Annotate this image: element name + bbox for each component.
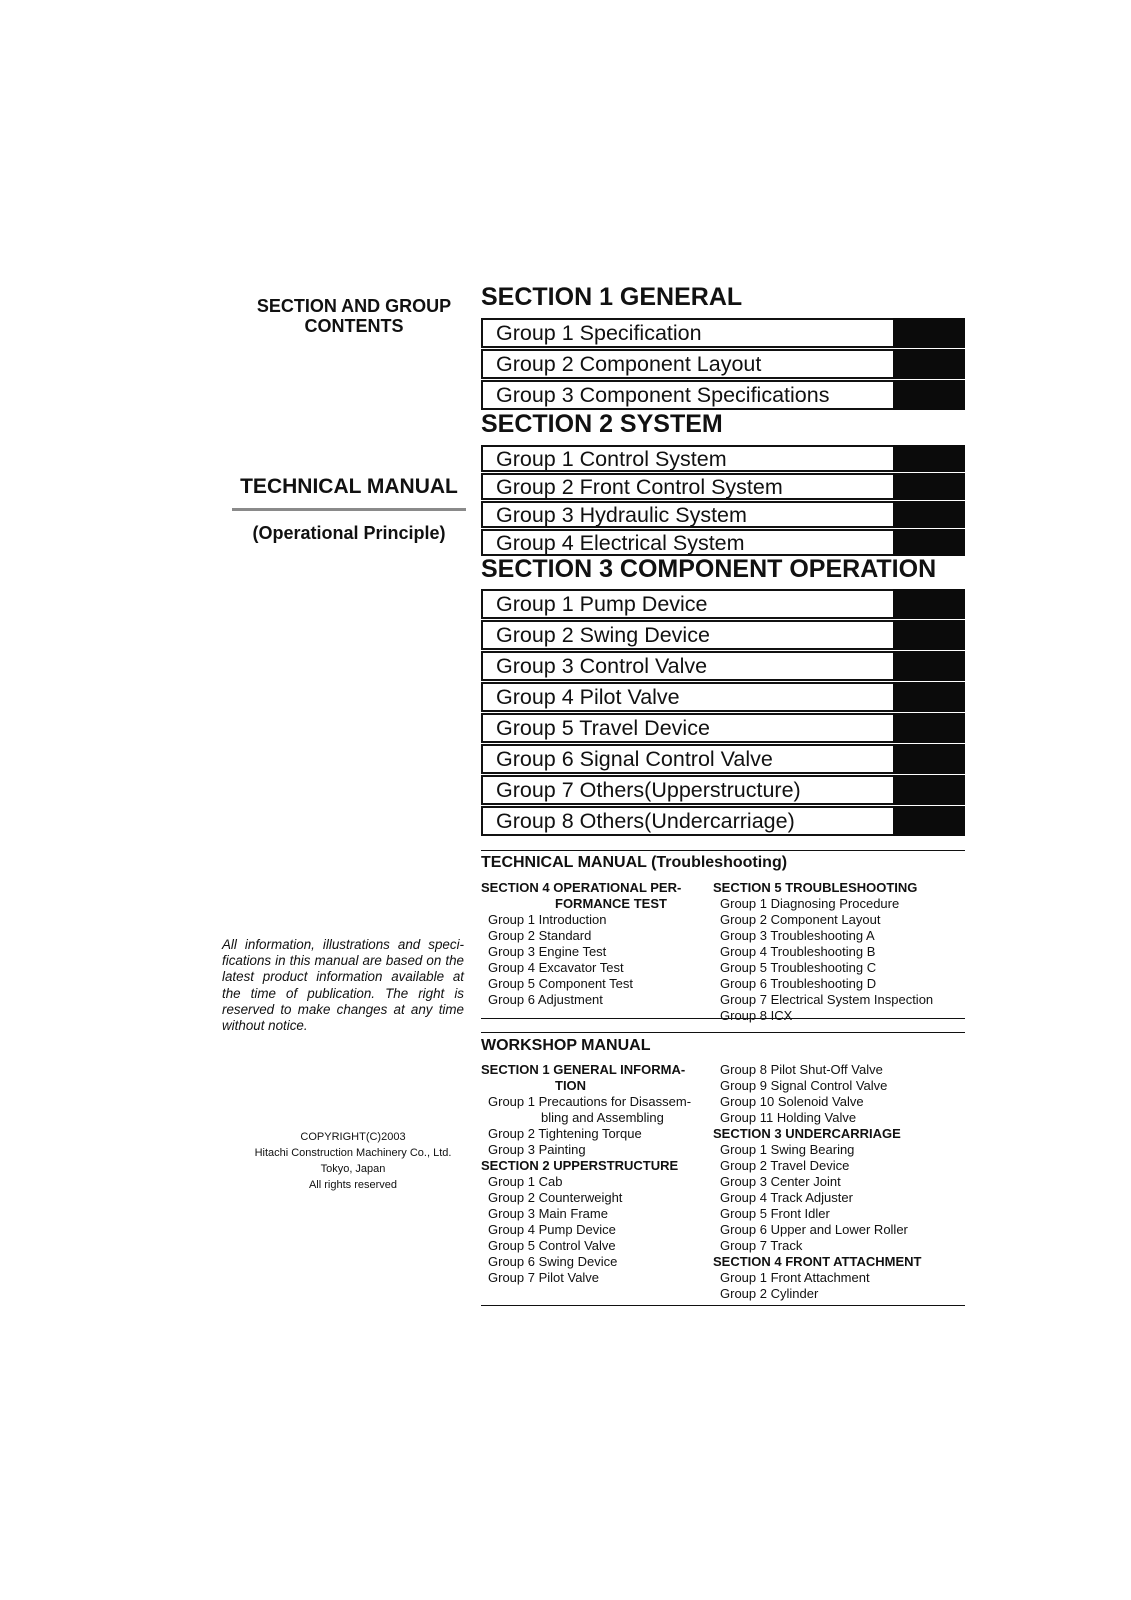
copyright-location: Tokyo, Japan [320,1163,386,1175]
divider [481,1032,965,1033]
list-item: Group 6 Swing Device [488,1254,618,1269]
group-label: Group 2 Swing Device [496,623,710,647]
contents-heading-line2: CONTENTS [304,316,404,336]
disclaimer-text: All information, illustrations and speci-fications in this manual are based on the latest product information available at the time of publication. The right is reserved to make changes at any time without notice. [222,937,464,1034]
troubleshooting-left-column [481,880,711,1008]
group-label: Group 4 Electrical System [496,531,745,555]
section-1-title: SECTION 1 GENERAL [481,283,743,311]
group-row-s2-g2[interactable] [481,473,965,500]
section-heading-cont: FORMANCE TEST [555,896,667,911]
workshop-right-column [713,1062,965,1302]
list-item: Group 2 Tightening Torque [488,1126,642,1141]
section-tab-marker [893,473,965,500]
list-item: Group 2 Cylinder [720,1286,819,1301]
list-item: Group 2 Travel Device [720,1158,850,1173]
manual-subtitle: (Operational Principle) [252,523,446,543]
group-row-s3-g2[interactable] [481,620,965,650]
group-label: Group 5 Travel Device [496,716,710,740]
list-item: Group 4 Excavator Test [488,960,624,975]
list-item: Group 2 Component Layout [720,912,881,927]
divider [481,850,965,851]
troubleshooting-right-column [713,880,965,1024]
group-row-s2-g1[interactable] [481,445,965,472]
troubleshooting-title: TECHNICAL MANUAL (Troubleshooting) [481,854,788,871]
copyright-rights: All rights reserved [308,1179,398,1191]
section-heading: SECTION 3 UNDERCARRIAGE [713,1126,901,1141]
section-tab-marker [893,620,965,650]
section-heading: SECTION 4 FRONT ATTACHMENT [713,1254,922,1269]
list-item: Group 3 Troubleshooting A [720,928,875,943]
copyright-line: COPYRIGHT(C)2003 [300,1131,406,1143]
group-label: Group 1 Specification [496,321,702,345]
section-heading: SECTION 5 TROUBLESHOOTING [713,880,918,895]
list-item: Group 1 Precautions for Disassem- [488,1094,692,1109]
group-row-s3-g8[interactable] [481,806,965,836]
list-item: Group 4 Pump Device [488,1222,616,1237]
list-item: Group 2 Counterweight [488,1190,623,1205]
group-row-s2-g4[interactable] [481,529,965,556]
section-tab-marker [893,318,965,348]
section-tab-marker [893,775,965,805]
group-row-s2-g3[interactable] [481,501,965,528]
section-tab-marker [893,529,965,556]
section-heading: SECTION 1 GENERAL INFORMA- [481,1062,686,1077]
section-tab-marker [893,744,965,774]
group-row-s3-g1[interactable] [481,589,965,619]
list-item: Group 3 Engine Test [488,944,607,959]
list-item: Group 8 ICX [720,1008,793,1023]
list-item: Group 2 Standard [488,928,592,943]
group-row-s3-g6[interactable] [481,744,965,774]
list-item: Group 1 Diagnosing Procedure [720,896,900,911]
list-item: Group 4 Troubleshooting B [720,944,876,959]
list-item: Group 1 Front Attachment [720,1270,870,1285]
group-label: Group 2 Front Control System [496,475,783,499]
group-label: Group 7 Others(Upperstructure) [496,778,801,802]
list-item: Group 7 Electrical System Inspection [720,992,934,1007]
workshop-left-column [481,1062,711,1286]
group-row-s3-g3[interactable] [481,651,965,681]
list-item: Group 3 Center Joint [720,1174,841,1189]
list-item: Group 7 Track [720,1238,803,1253]
list-item: Group 4 Track Adjuster [720,1190,853,1205]
group-label: Group 3 Hydraulic System [496,503,747,527]
section-tab-marker [893,682,965,712]
copyright-block [242,1129,464,1193]
group-label: Group 1 Pump Device [496,592,708,616]
list-item: Group 11 Holding Valve [720,1110,857,1125]
group-row-s1-g1[interactable] [481,318,965,348]
list-item: Group 10 Solenoid Valve [720,1094,864,1109]
list-item: Group 6 Adjustment [488,992,603,1007]
list-item: Group 5 Troubleshooting C [720,960,877,975]
section-3-title: SECTION 3 COMPONENT OPERATION [481,555,937,583]
divider [481,1018,965,1019]
group-label: Group 3 Component Specifications [496,383,830,407]
list-item: Group 5 Front Idler [720,1206,830,1221]
section-tab-marker [893,349,965,379]
list-item: Group 5 Control Valve [488,1238,616,1253]
group-label: Group 2 Component Layout [496,352,762,376]
section-tab-marker [893,806,965,836]
contents-heading-line1: SECTION AND GROUP [256,296,452,316]
list-item: Group 3 Painting [488,1142,586,1157]
group-row-s1-g2[interactable] [481,349,965,379]
section-tab-marker [893,589,965,619]
group-label: Group 1 Control System [496,447,727,471]
manual-title: TECHNICAL MANUAL [240,475,458,498]
list-item: Group 6 Upper and Lower Roller [720,1222,908,1237]
list-item: Group 8 Pilot Shut-Off Valve [720,1062,883,1077]
copyright-company: Hitachi Construction Machinery Co., Ltd. [254,1147,452,1159]
list-item: Group 1 Cab [488,1174,563,1189]
list-item: Group 3 Main Frame [488,1206,608,1221]
group-label: Group 8 Others(Undercarriage) [496,809,795,833]
list-item: Group 7 Pilot Valve [488,1270,600,1285]
title-divider [232,508,466,511]
group-label: Group 4 Pilot Valve [496,685,680,709]
section-tab-marker [893,445,965,472]
section-tab-marker [893,651,965,681]
list-item: Group 6 Troubleshooting D [720,976,877,991]
section-2-title: SECTION 2 SYSTEM [481,410,723,438]
list-item: Group 5 Component Test [488,976,634,991]
section-tab-marker [893,380,965,410]
list-item: Group 1 Swing Bearing [720,1142,855,1157]
contents-heading [240,296,468,336]
list-item-cont: bling and Assembling [541,1110,664,1125]
list-item: Group 1 Introduction [488,912,607,927]
group-label: Group 6 Signal Control Valve [496,747,773,771]
group-row-s3-g5[interactable] [481,713,965,743]
divider [481,1305,965,1306]
list-item: Group 9 Signal Control Valve [720,1078,888,1093]
section-heading-cont: TION [555,1078,587,1093]
group-row-s3-g7[interactable] [481,775,965,805]
section-heading: SECTION 2 UPPERSTRUCTURE [481,1158,679,1173]
group-row-s3-g4[interactable] [481,682,965,712]
section-tab-marker [893,713,965,743]
workshop-title: WORKSHOP MANUAL [481,1037,651,1054]
section-heading: SECTION 4 OPERATIONAL PER- [481,880,682,895]
group-label: Group 3 Control Valve [496,654,708,678]
group-row-s1-g3[interactable] [481,380,965,410]
section-tab-marker [893,501,965,528]
